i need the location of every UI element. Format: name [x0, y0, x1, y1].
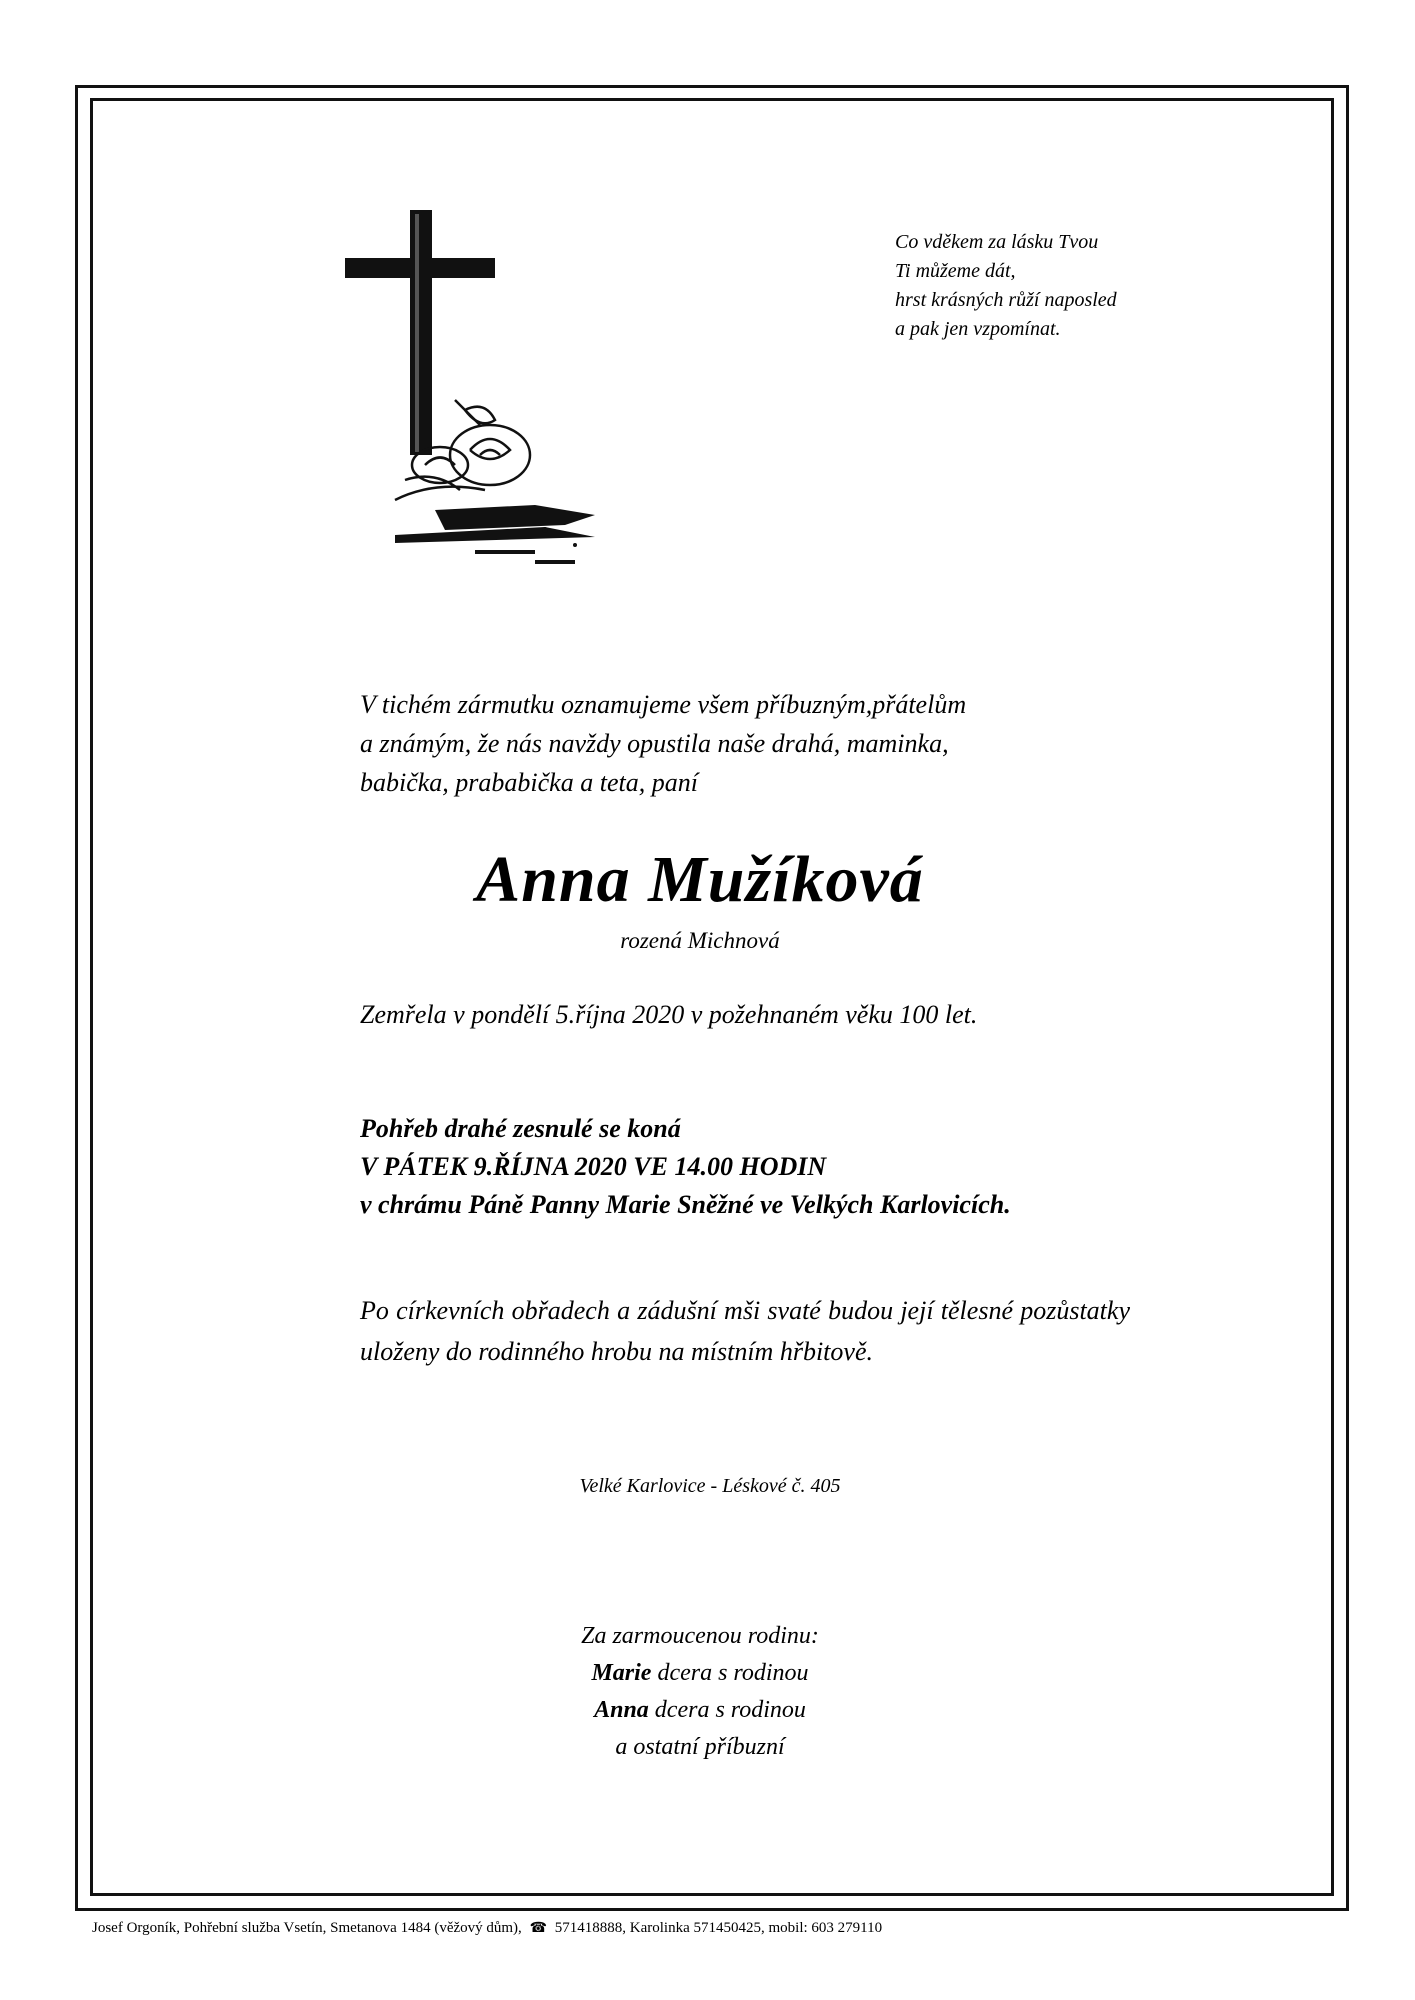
funeral-details — [360, 1110, 1260, 1224]
poem-line: Co vděkem za lásku Tvou — [895, 231, 1099, 253]
family-member — [450, 1692, 950, 1729]
death-notice: Zemřela v pondělí 5.října 2020 v požehnaném věku 100 let. — [360, 1000, 978, 1029]
member-relation: dcera s rodinou — [657, 1660, 809, 1686]
footer-company: Josef Orgoník, Pohřební služba Vsetín, Smetanova 1484 (věžový dům), — [92, 1920, 522, 1936]
funeral-line: Pohřeb drahé zesnulé se koná — [360, 1114, 681, 1143]
member-name: Marie — [591, 1660, 652, 1686]
family-intro: Za zarmoucenou rodinu: — [581, 1623, 819, 1649]
poem-line: Ti můžeme dát, — [895, 260, 1016, 282]
funeral-place: v chrámu Páně Panny Marie Sněžné ve Velkých Karlovicích. — [360, 1190, 1011, 1219]
maiden-name: rozená Michnová — [620, 928, 780, 953]
family-signature — [450, 1618, 950, 1766]
intro-line: V tichém zármutku oznamujeme všem příbuzným,přátelům — [360, 690, 967, 719]
funeral-service-footer — [92, 1920, 1332, 1937]
telephone-icon: ☎ — [529, 1921, 548, 1936]
member-relation: dcera s rodinou — [654, 1697, 806, 1723]
memorial-poem — [895, 228, 1195, 344]
deceased-name: Anna Mužíková — [476, 843, 924, 916]
address: Velké Karlovice - Léskové č. 405 — [579, 1475, 841, 1497]
funeral-date: V PÁTEK 9.ŘÍJNA 2020 VE 14.00 HODIN — [360, 1152, 827, 1181]
family-closing: a ostatní příbuzní — [615, 1734, 785, 1760]
poem-line: a pak jen vzpomínat. — [895, 318, 1061, 340]
burial-note: Po církevních obřadech a zádušní mši svaté budou její tělesné pozůstatky uloženy do rodinného hrobu na místním hřbitově. — [360, 1296, 1130, 1366]
family-member — [450, 1655, 950, 1692]
intro-line: a známým, že nás navždy opustila naše drahá, maminka, — [360, 729, 949, 758]
announcement-intro — [360, 685, 1120, 802]
poem-line: hrst krásných růží naposled — [895, 289, 1117, 311]
cross-with-roses-icon — [345, 210, 655, 590]
intro-line: babička, prababička a teta, paní — [360, 768, 698, 797]
footer-phones: 571418888, Karolinka 571450425, mobil: 603 279110 — [554, 1920, 883, 1936]
member-name: Anna — [594, 1697, 649, 1723]
